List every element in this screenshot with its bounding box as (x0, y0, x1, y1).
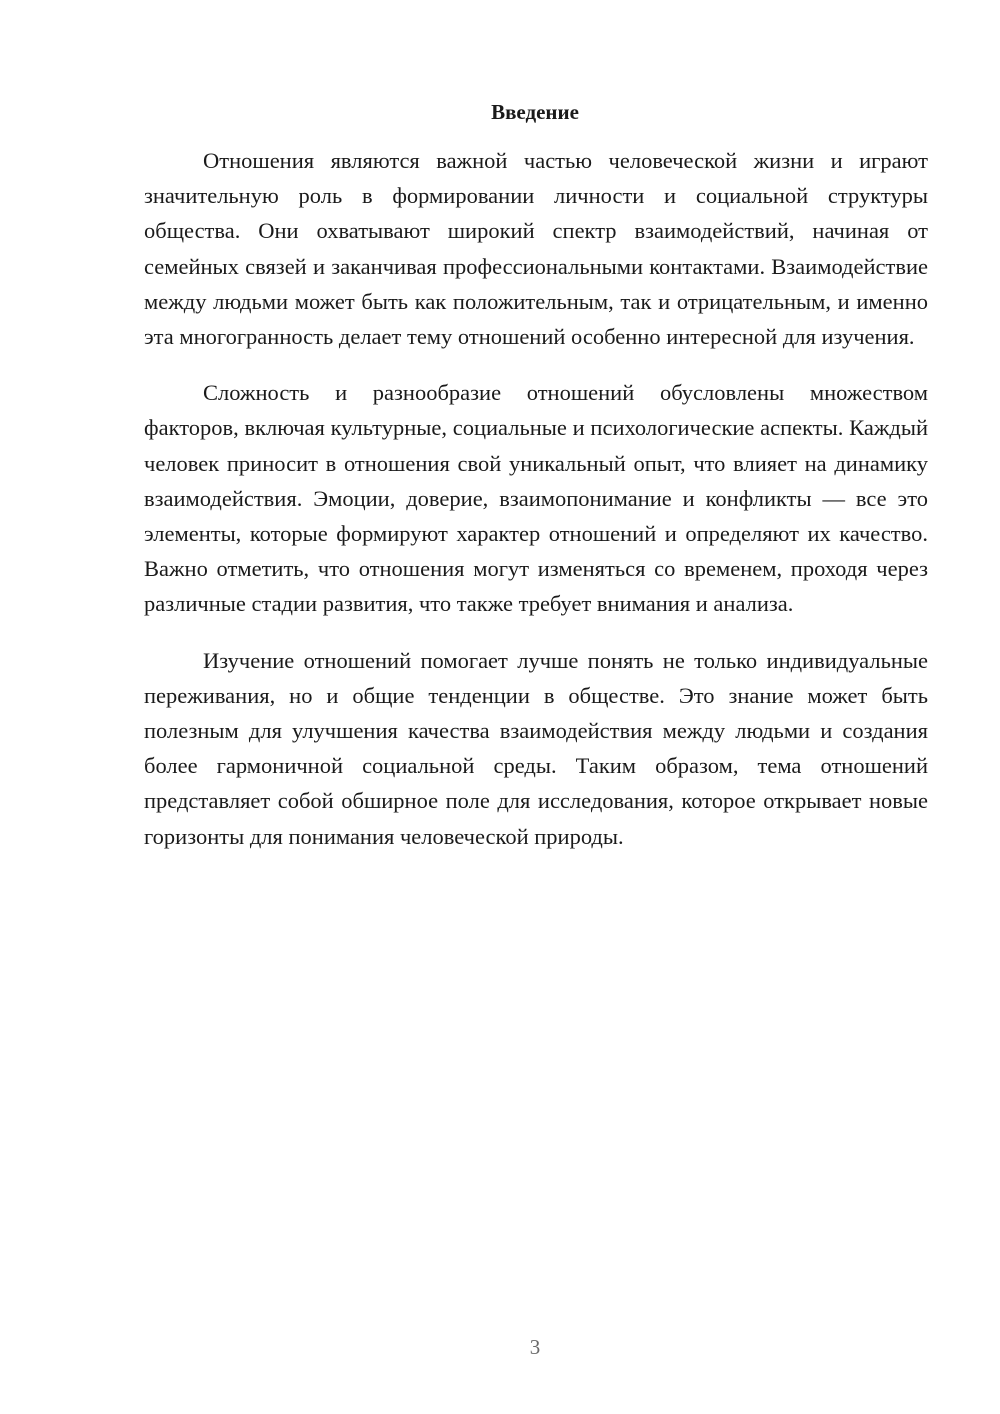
paragraph-1: Отношения являются важной частью человеческой жизни и играют значительную роль в формировании личности и социальной структуры общества. Они охватывают широкий спектр взаимодействий, начиная от семейных связей и заканчивая профессиональными контактами. Взаимодействие между людьми может быть как положительным, так и отрицательным, и именно эта многогранность делает тему отношений особенно интересной для изучения. (144, 148, 928, 350)
paragraph-2: Сложность и разнообразие отношений обусловлены множеством факторов, включая культурные, социальные и психологические аспекты. Каждый человек приносит в отношения свой уникальный опыт, что влияет на динамику взаимодействия. Эмоции, доверие, взаимопонимание и конфликты — все это элементы, которые формируют характер отношений и определяют их качество. Важно отметить, что отношения могут изменяться со временем, проходя через различные стадии развития, что также требует внимания и анализа. (144, 380, 928, 617)
page-number: 3 (529, 1335, 541, 1359)
body-text (144, 143, 928, 875)
section-heading: Введение (491, 100, 579, 124)
paragraph-3: Изучение отношений помогает лучше понять не только индивидуальные переживания, но и общие тенденции в обществе. Это знание может быть полезным для улучшения качества взаимодействия между людьми и создания более гармоничной социальной среды. Таким образом, тема отношений представляет собой обширное поле для исследования, которое открывает новые горизонты для понимания человеческой природы. (144, 647, 928, 849)
